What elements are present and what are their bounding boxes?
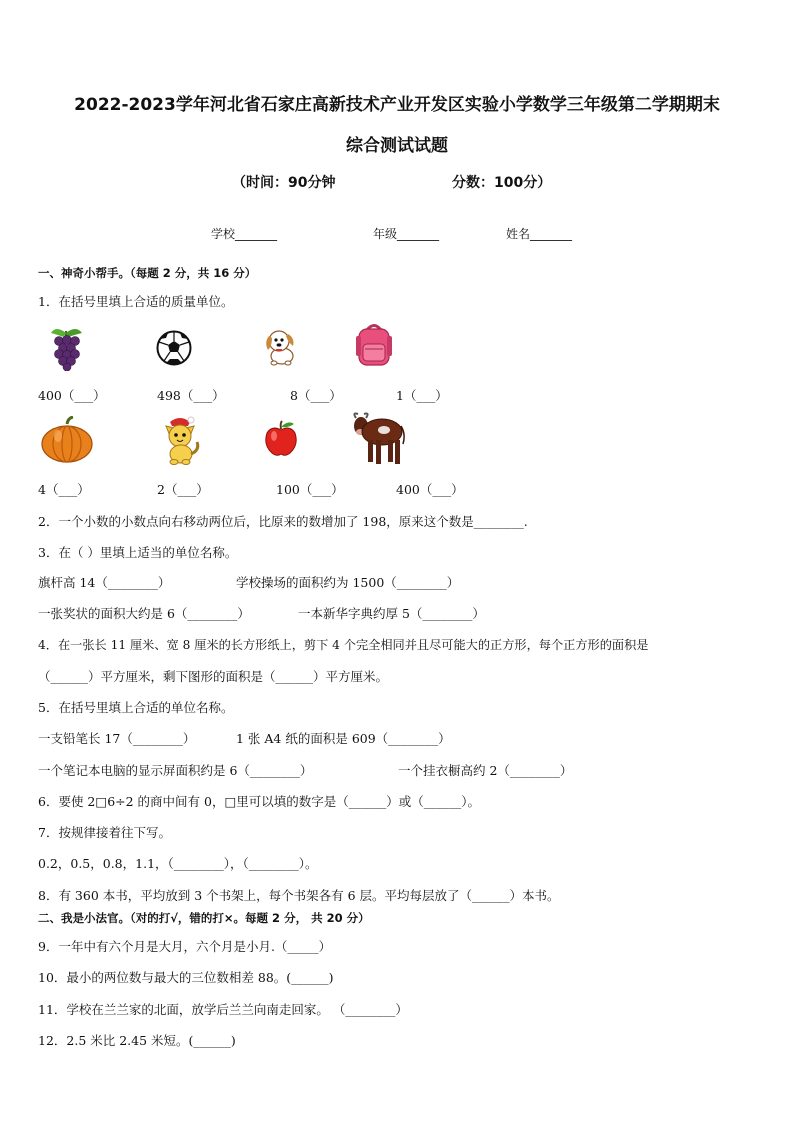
question-5c: 一个笔记本电脑的显示屏面积约是 6（________）: [38, 763, 313, 778]
cat-icon: [160, 416, 202, 466]
school-field[interactable]: 学校_______: [211, 227, 278, 241]
exam-score: 分数：100分）: [452, 175, 552, 191]
question-6: 6．要使 2□6÷2 的商中间有 0，□里可以填的数字是（______）或（______）。: [38, 794, 481, 809]
puppy-icon: [262, 326, 298, 366]
question-7: 7．按规律接着往下写。: [38, 825, 171, 840]
section-heading-1: 一、神奇小帮手。（每题 2 分，共 16 分）: [38, 266, 257, 280]
question-10: 10．最小的两位数与最大的三位数相差 88。(______): [38, 970, 334, 985]
q1-label-puppy: 8（___）: [290, 388, 342, 403]
question-1: 1．在括号里填上合适的质量单位。: [38, 294, 234, 309]
grade-field[interactable]: 年级_______: [373, 227, 440, 241]
grapes-icon: [48, 325, 84, 371]
q1-label-apple: 100（___）: [276, 482, 344, 497]
question-4-line2: （______）平方厘米，剩下图形的面积是（______）平方厘米。: [38, 669, 389, 684]
exam-time: （时间：90分钟: [232, 175, 336, 191]
page-title: 2022-2023学年河北省石家庄高新技术产业开发区实验小学数学三年级第二学期期末: [74, 95, 720, 115]
question-3d: 一本新华字典约厚 5（________）: [298, 606, 485, 621]
section-heading-2: 二、我是小法官。（对的打√，错的打×。每题 2 分， 共 20 分）: [38, 911, 370, 925]
question-5d: 一个挂衣橱高约 2（________）: [398, 763, 573, 778]
cow-icon: [350, 410, 406, 468]
question-5a: 一支铅笔长 17（________）: [38, 731, 196, 746]
pumpkin-icon: [40, 416, 94, 464]
question-4: 4．在一张长 11 厘米、宽 8 厘米的长方形纸上，剪下 4 个完全相同并且尽可能大的正方形，每个正方形的面积是: [38, 638, 649, 652]
question-3b: 学校操场的面积约为 1500（________）: [236, 575, 460, 590]
question-3c: 一张奖状的面积大约是 6（________）: [38, 606, 250, 621]
q1-label-cat: 2（___）: [157, 482, 209, 497]
question-5b: 1 张 A4 纸的面积是 609（________）: [236, 731, 451, 746]
apple-icon: [264, 420, 298, 458]
question-9: 9．一年中有六个月是大月，六个月是小月.（_____）: [38, 939, 332, 954]
question-7a: 0.2，0.5，0.8，1.1，（________），（________）。: [38, 856, 318, 871]
q1-label-grapes: 400（___）: [38, 388, 106, 403]
backpack-icon: [354, 322, 394, 368]
page-title-line2: 综合测试试题: [346, 136, 448, 156]
question-3: 3．在（ ）里填上适当的单位名称。: [38, 545, 238, 560]
q1-label-ball: 498（___）: [157, 388, 225, 403]
name-field[interactable]: 姓名_______: [506, 227, 573, 241]
q1-label-cow: 400（___）: [396, 482, 464, 497]
question-5: 5．在括号里填上合适的单位名称。: [38, 700, 234, 715]
question-11: 11．学校在兰兰家的北面，放学后兰兰向南走回家。 （________）: [38, 1002, 408, 1017]
soccer-ball-icon: [156, 330, 192, 366]
q1-label-pumpkin: 4（___）: [38, 482, 90, 497]
question-3a: 旗杆高 14（________）: [38, 575, 171, 590]
question-12: 12．2.5 米比 2.45 米短。(______): [38, 1033, 236, 1048]
question-2: 2．一个小数的小数点向右移动两位后，比原来的数增加了 198，原来这个数是________.: [38, 514, 528, 529]
question-8: 8．有 360 本书，平均放到 3 个书架上，每个书架各有 6 层。平均每层放了（______）本书。: [38, 888, 560, 903]
q1-label-backpack: 1（___）: [396, 388, 448, 403]
